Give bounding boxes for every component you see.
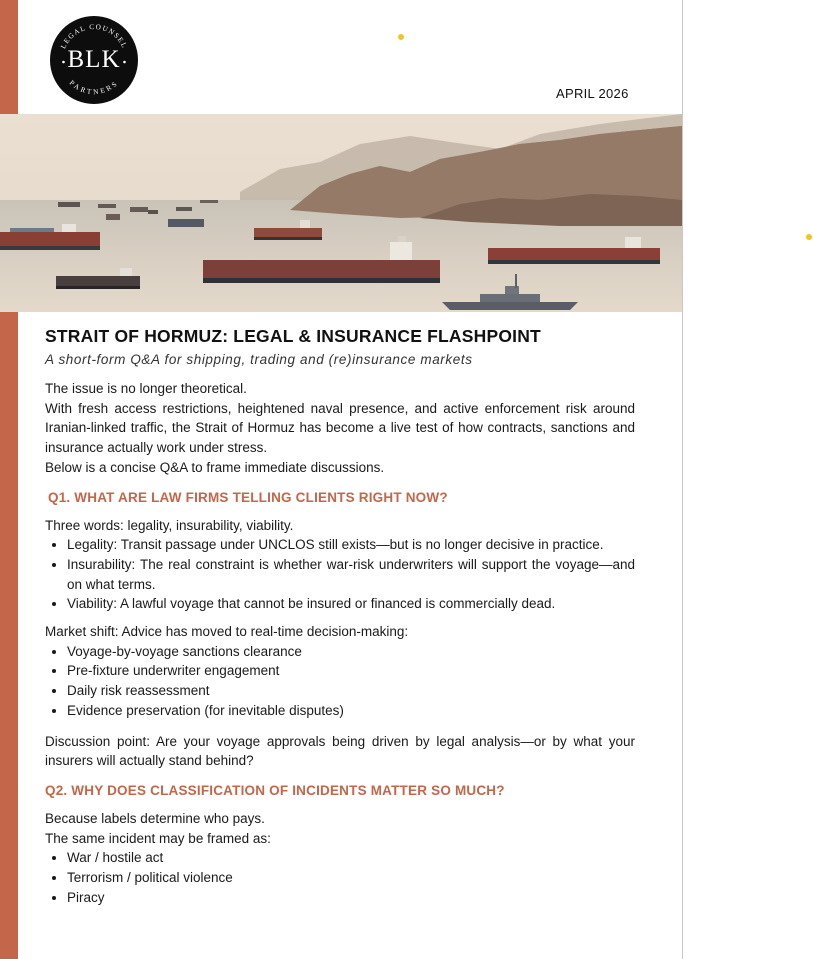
svg-text:PARTNERS: [68, 79, 121, 96]
article-subtitle: A short-form Q&A for shipping, trading and (re)insurance markets: [45, 352, 473, 367]
list-item: • Evidence preservation (for inevitable disputes): [67, 701, 635, 721]
q2-lead: Because labels determine who pays.: [45, 810, 265, 826]
list-item: • Voyage-by-voyage sanctions clearance: [67, 642, 635, 662]
list-item: • Piracy: [67, 888, 635, 908]
list-item: • Viability: A lawful voyage that cannot be insured or financed is commercially dead.: [67, 594, 635, 614]
accent-bar-bottom: [0, 312, 18, 959]
logo-ring-bottom-text: PARTNERS: [67, 78, 121, 97]
question-1-heading: Q1. WHAT ARE LAW FIRMS TELLING CLIENTS RIGHT NOW?: [48, 489, 448, 505]
hero-image-ships-strait: [0, 114, 682, 312]
list-item: • Terrorism / political violence: [67, 868, 635, 888]
list-item: • Pre-fixture underwriter engagement: [67, 661, 635, 681]
marker-dot: [806, 234, 812, 240]
market-shift-lead: Market shift: Advice has moved to real-time decision-making:: [45, 624, 409, 640]
article-body: [45, 324, 635, 907]
marker-dot: [398, 34, 404, 40]
list-item: • Legality: Transit passage under UNCLOS still exists—but is no longer decisive in practice.: [67, 535, 635, 555]
list-item: • Daily risk reassessment: [67, 681, 635, 701]
logo-monogram: BLK: [67, 46, 121, 73]
q2-lead: The same incident may be framed as:: [45, 830, 271, 846]
intro-paragraph: With fresh access restrictions, heightened naval presence, and active enforcement risk around Iranian-linked traffic, the Strait of Hormuz has become a live test of how contracts, sanctions and insurance actually work under stress.: [45, 400, 635, 456]
q1-lead: Three words: legality, insurability, viability.: [45, 517, 294, 533]
article-title: STRAIT OF HORMUZ: LEGAL & INSURANCE FLASHPOINT: [45, 326, 541, 346]
list-item: • War / hostile act: [67, 848, 635, 868]
logo-ring-top-text: LEGAL COUNSEL: [59, 22, 129, 51]
issue-date: APRIL 2026: [556, 86, 629, 101]
question-2-heading: Q2. WHY DOES CLASSIFICATION OF INCIDENTS MATTER SO MUCH?: [45, 782, 505, 798]
market-shift-list: [45, 642, 635, 721]
intro-paragraph: The issue is no longer theoretical.: [45, 381, 247, 396]
discussion-point: Discussion point: Are your voyage approvals being driven by legal analysis—or by what your insurers will actually stand behind?: [45, 733, 635, 769]
list-item: • Insurability: The real constraint is whether war-risk underwriters will support the voyage—and on what terms.: [67, 555, 635, 594]
accent-bar-top: [0, 0, 18, 114]
q1-bullet-list: [45, 535, 635, 614]
firm-logo: [50, 16, 138, 104]
q2-bullet-list: [45, 848, 635, 907]
intro-paragraph: Below is a concise Q&A to frame immediate discussions.: [45, 459, 385, 475]
